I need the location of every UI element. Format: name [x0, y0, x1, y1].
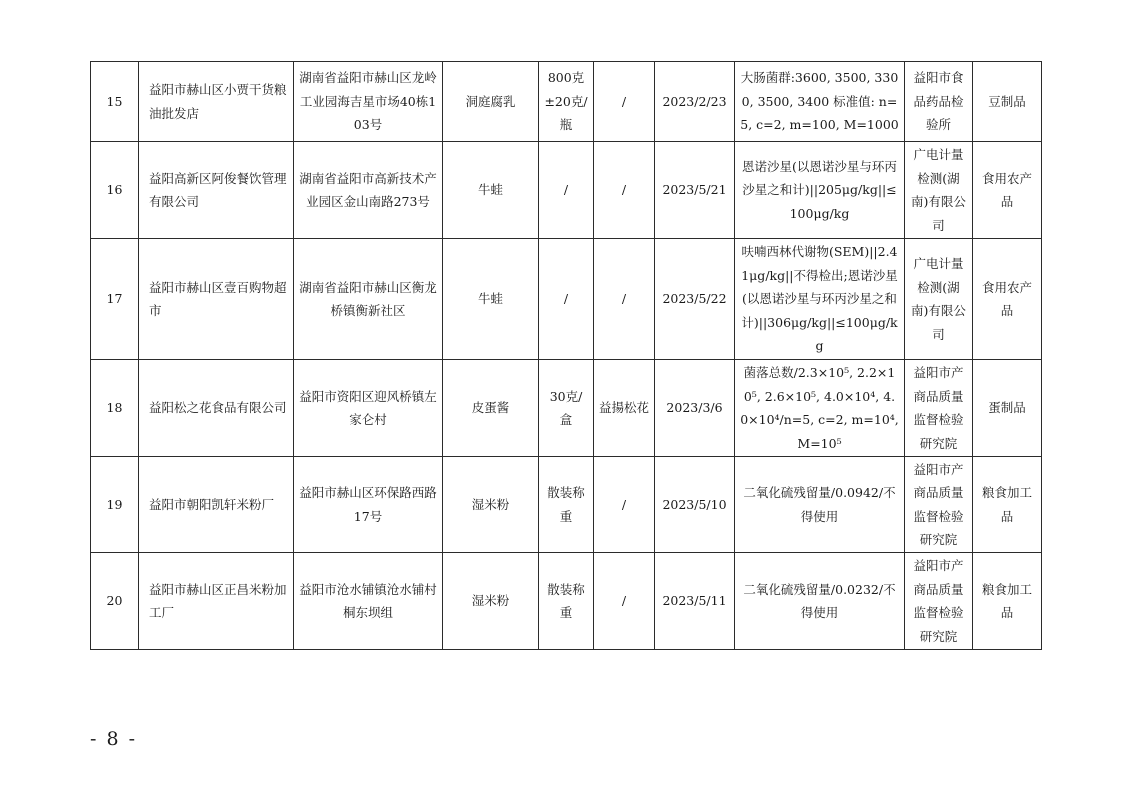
enterprise-name: 益阳市赫山区正昌米粉加工厂 [139, 553, 294, 650]
enterprise-address: 湖南省益阳市赫山区衡龙桥镇衡新社区 [294, 239, 443, 360]
testing-agency: 益阳市食品药品检验所 [905, 62, 973, 142]
enterprise-address: 湖南省益阳市赫山区龙岭工业园海吉星市场40栋103号 [294, 62, 443, 142]
specification: 散装称重 [539, 457, 594, 553]
production-date: 2023/5/10 [655, 457, 735, 553]
product-name: 洞庭腐乳 [443, 62, 539, 142]
row-number: 20 [91, 553, 139, 650]
production-date: 2023/5/22 [655, 239, 735, 360]
specification: 散装称重 [539, 553, 594, 650]
food-category: 粮食加工品 [973, 553, 1042, 650]
table-row [91, 62, 1042, 142]
row-number: 15 [91, 62, 139, 142]
product-name: 湿米粉 [443, 457, 539, 553]
enterprise-name: 益阳市赫山区小贾干货粮油批发店 [139, 62, 294, 142]
brand: 益揚松花 [594, 360, 655, 457]
enterprise-address: 益阳市沧水铺镇沧水铺村桐东坝组 [294, 553, 443, 650]
table-row [91, 239, 1042, 360]
production-date: 2023/2/23 [655, 62, 735, 142]
failed-item-result: 恩诺沙星(以恩诺沙星与环丙沙星之和计)||205μg/kg||≤100μg/kg [735, 142, 905, 239]
inspection-results-table [90, 61, 1042, 650]
table-row [91, 457, 1042, 553]
brand: / [594, 553, 655, 650]
table-row [91, 142, 1042, 239]
food-category: 食用农产品 [973, 142, 1042, 239]
specification: / [539, 142, 594, 239]
food-category: 豆制品 [973, 62, 1042, 142]
table-row [91, 553, 1042, 650]
food-category: 粮食加工品 [973, 457, 1042, 553]
enterprise-name: 益阳松之花食品有限公司 [139, 360, 294, 457]
enterprise-name: 益阳高新区阿俊餐饮管理有限公司 [139, 142, 294, 239]
failed-item-result: 呋喃西林代谢物(SEM)||2.41μg/kg||不得检出;恩诺沙星(以恩诺沙星与环丙沙星之和计)||306μg/kg||≤100μg/kg [735, 239, 905, 360]
specification: 800克±20克/瓶 [539, 62, 594, 142]
production-date: 2023/3/6 [655, 360, 735, 457]
failed-item-result: 菌落总数/2.3×10⁵, 2.2×10⁵, 2.6×10⁵, 4.0×10⁴, 4.0×10⁴/n=5, c=2, m=10⁴, M=10⁵ [735, 360, 905, 457]
table-row [91, 360, 1042, 457]
brand: / [594, 142, 655, 239]
product-name: 皮蛋酱 [443, 360, 539, 457]
brand: / [594, 457, 655, 553]
production-date: 2023/5/21 [655, 142, 735, 239]
row-number: 18 [91, 360, 139, 457]
food-category: 食用农产品 [973, 239, 1042, 360]
specification: / [539, 239, 594, 360]
failed-item-result: 二氧化硫残留量/0.0942/不得使用 [735, 457, 905, 553]
page-number: - 8 - [90, 728, 138, 750]
brand: / [594, 62, 655, 142]
testing-agency: 益阳市产商品质量监督检验研究院 [905, 553, 973, 650]
testing-agency: 益阳市产商品质量监督检验研究院 [905, 360, 973, 457]
product-name: 牛蛙 [443, 142, 539, 239]
product-name: 牛蛙 [443, 239, 539, 360]
row-number: 17 [91, 239, 139, 360]
specification: 30克/盒 [539, 360, 594, 457]
food-category: 蛋制品 [973, 360, 1042, 457]
testing-agency: 广电计量检测(湖南)有限公司 [905, 142, 973, 239]
testing-agency: 广电计量检测(湖南)有限公司 [905, 239, 973, 360]
enterprise-address: 益阳市资阳区迎风桥镇左家仑村 [294, 360, 443, 457]
enterprise-name: 益阳市朝阳凯轩米粉厂 [139, 457, 294, 553]
failed-item-result: 大肠菌群:3600, 3500, 3300, 3500, 3400 标准值: n=5, c=2, m=100, M=1000 [735, 62, 905, 142]
testing-agency: 益阳市产商品质量监督检验研究院 [905, 457, 973, 553]
enterprise-address: 益阳市赫山区环保路西路17号 [294, 457, 443, 553]
row-number: 16 [91, 142, 139, 239]
product-name: 湿米粉 [443, 553, 539, 650]
failed-item-result: 二氧化硫残留量/0.0232/不得使用 [735, 553, 905, 650]
enterprise-address: 湖南省益阳市高新技术产业园区金山南路273号 [294, 142, 443, 239]
enterprise-name: 益阳市赫山区壹百购物超市 [139, 239, 294, 360]
production-date: 2023/5/11 [655, 553, 735, 650]
brand: / [594, 239, 655, 360]
row-number: 19 [91, 457, 139, 553]
